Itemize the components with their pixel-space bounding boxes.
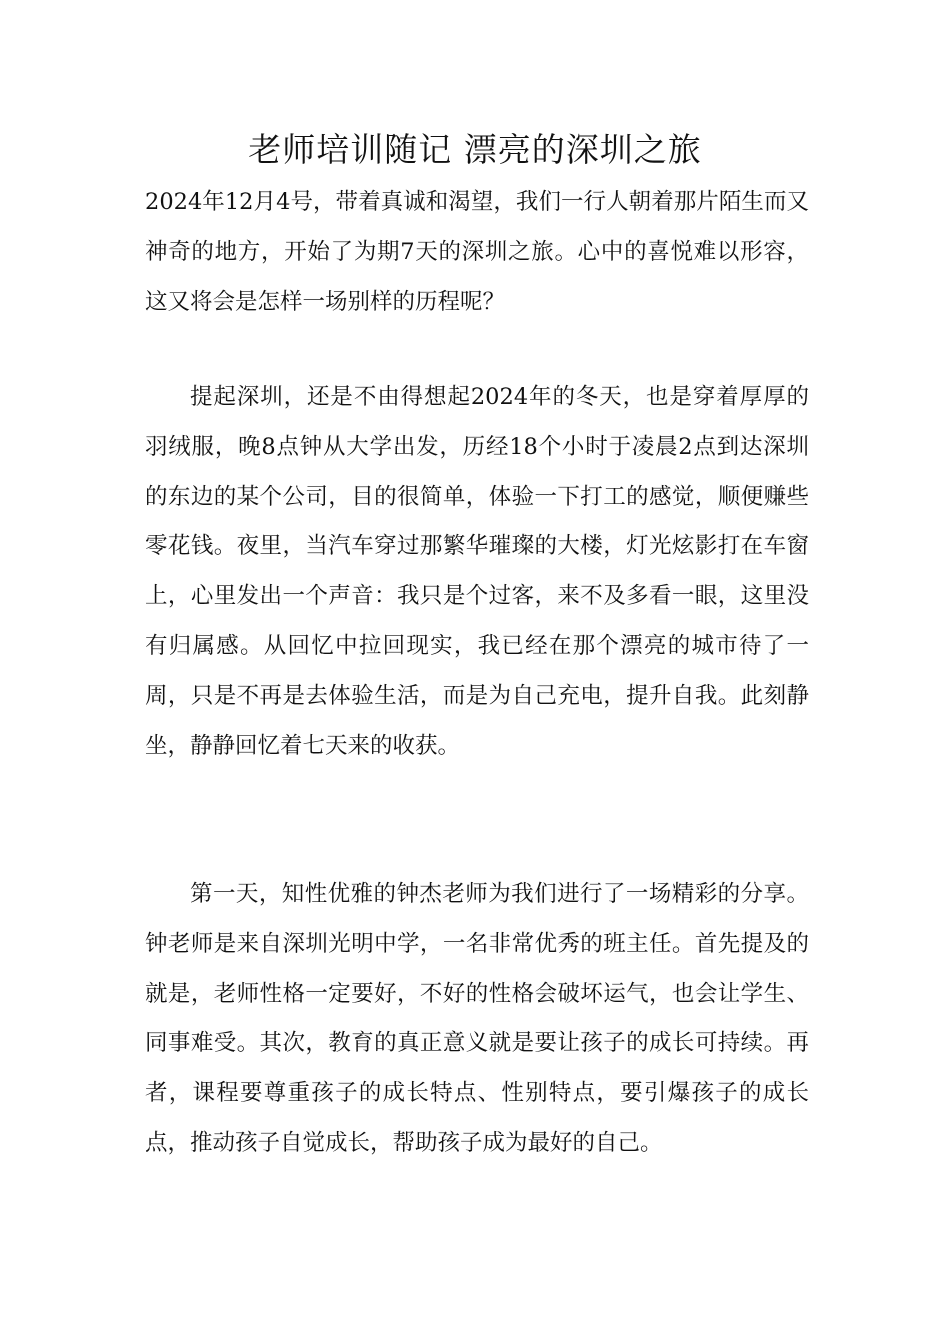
paragraph-day-one: 第一天，知性优雅的钟杰老师为我们进行了一场精彩的分享。钟老师是来自深圳光明中学，一名非常优秀的班主任。首先提及的就是，老师性格一定要好，不好的性格会破坏运气，也会让学生、同事难受。其次，教育的真正意义就是要让孩子的成长可持续。再者，课程要尊重孩子的成长特点、性别特点，要引爆孩子的成长点，推动孩子自觉成长，帮助孩子成为最好的自己。 [145,881,809,1156]
paragraph-memory: 提起深圳，还是不由得想起2024年的冬天，也是穿着厚厚的羽绒服，晚8点钟从大学出发，历经18个小时于凌晨2点到达深圳的东边的某个公司，目的很简单，体验一下打工的感觉，顺便赚些零花钱。夜里，当汽车穿过那繁华璀璨的大楼，灯光炫影打在车窗上，心里发出一个声音：我只是个过客，来不及多看一眼，这里没有归属感。从回忆中拉回现实，我已经在那个漂亮的城市待了一周，只是不再是去体验生活，而是为自己充电，提升自我。此刻静坐，静静回忆着七天来的收获。 [145,384,809,759]
paragraph-intro: 2024年12月4号，带着真诚和渴望，我们一行人朝着那片陌生而又神奇的地方，开始了为期7天的深圳之旅。心中的喜悦难以形容，这又将会是怎样一场别样的历程呢？ [145,189,809,315]
page-title: 老师培训随记 漂亮的深圳之旅 [248,130,702,169]
